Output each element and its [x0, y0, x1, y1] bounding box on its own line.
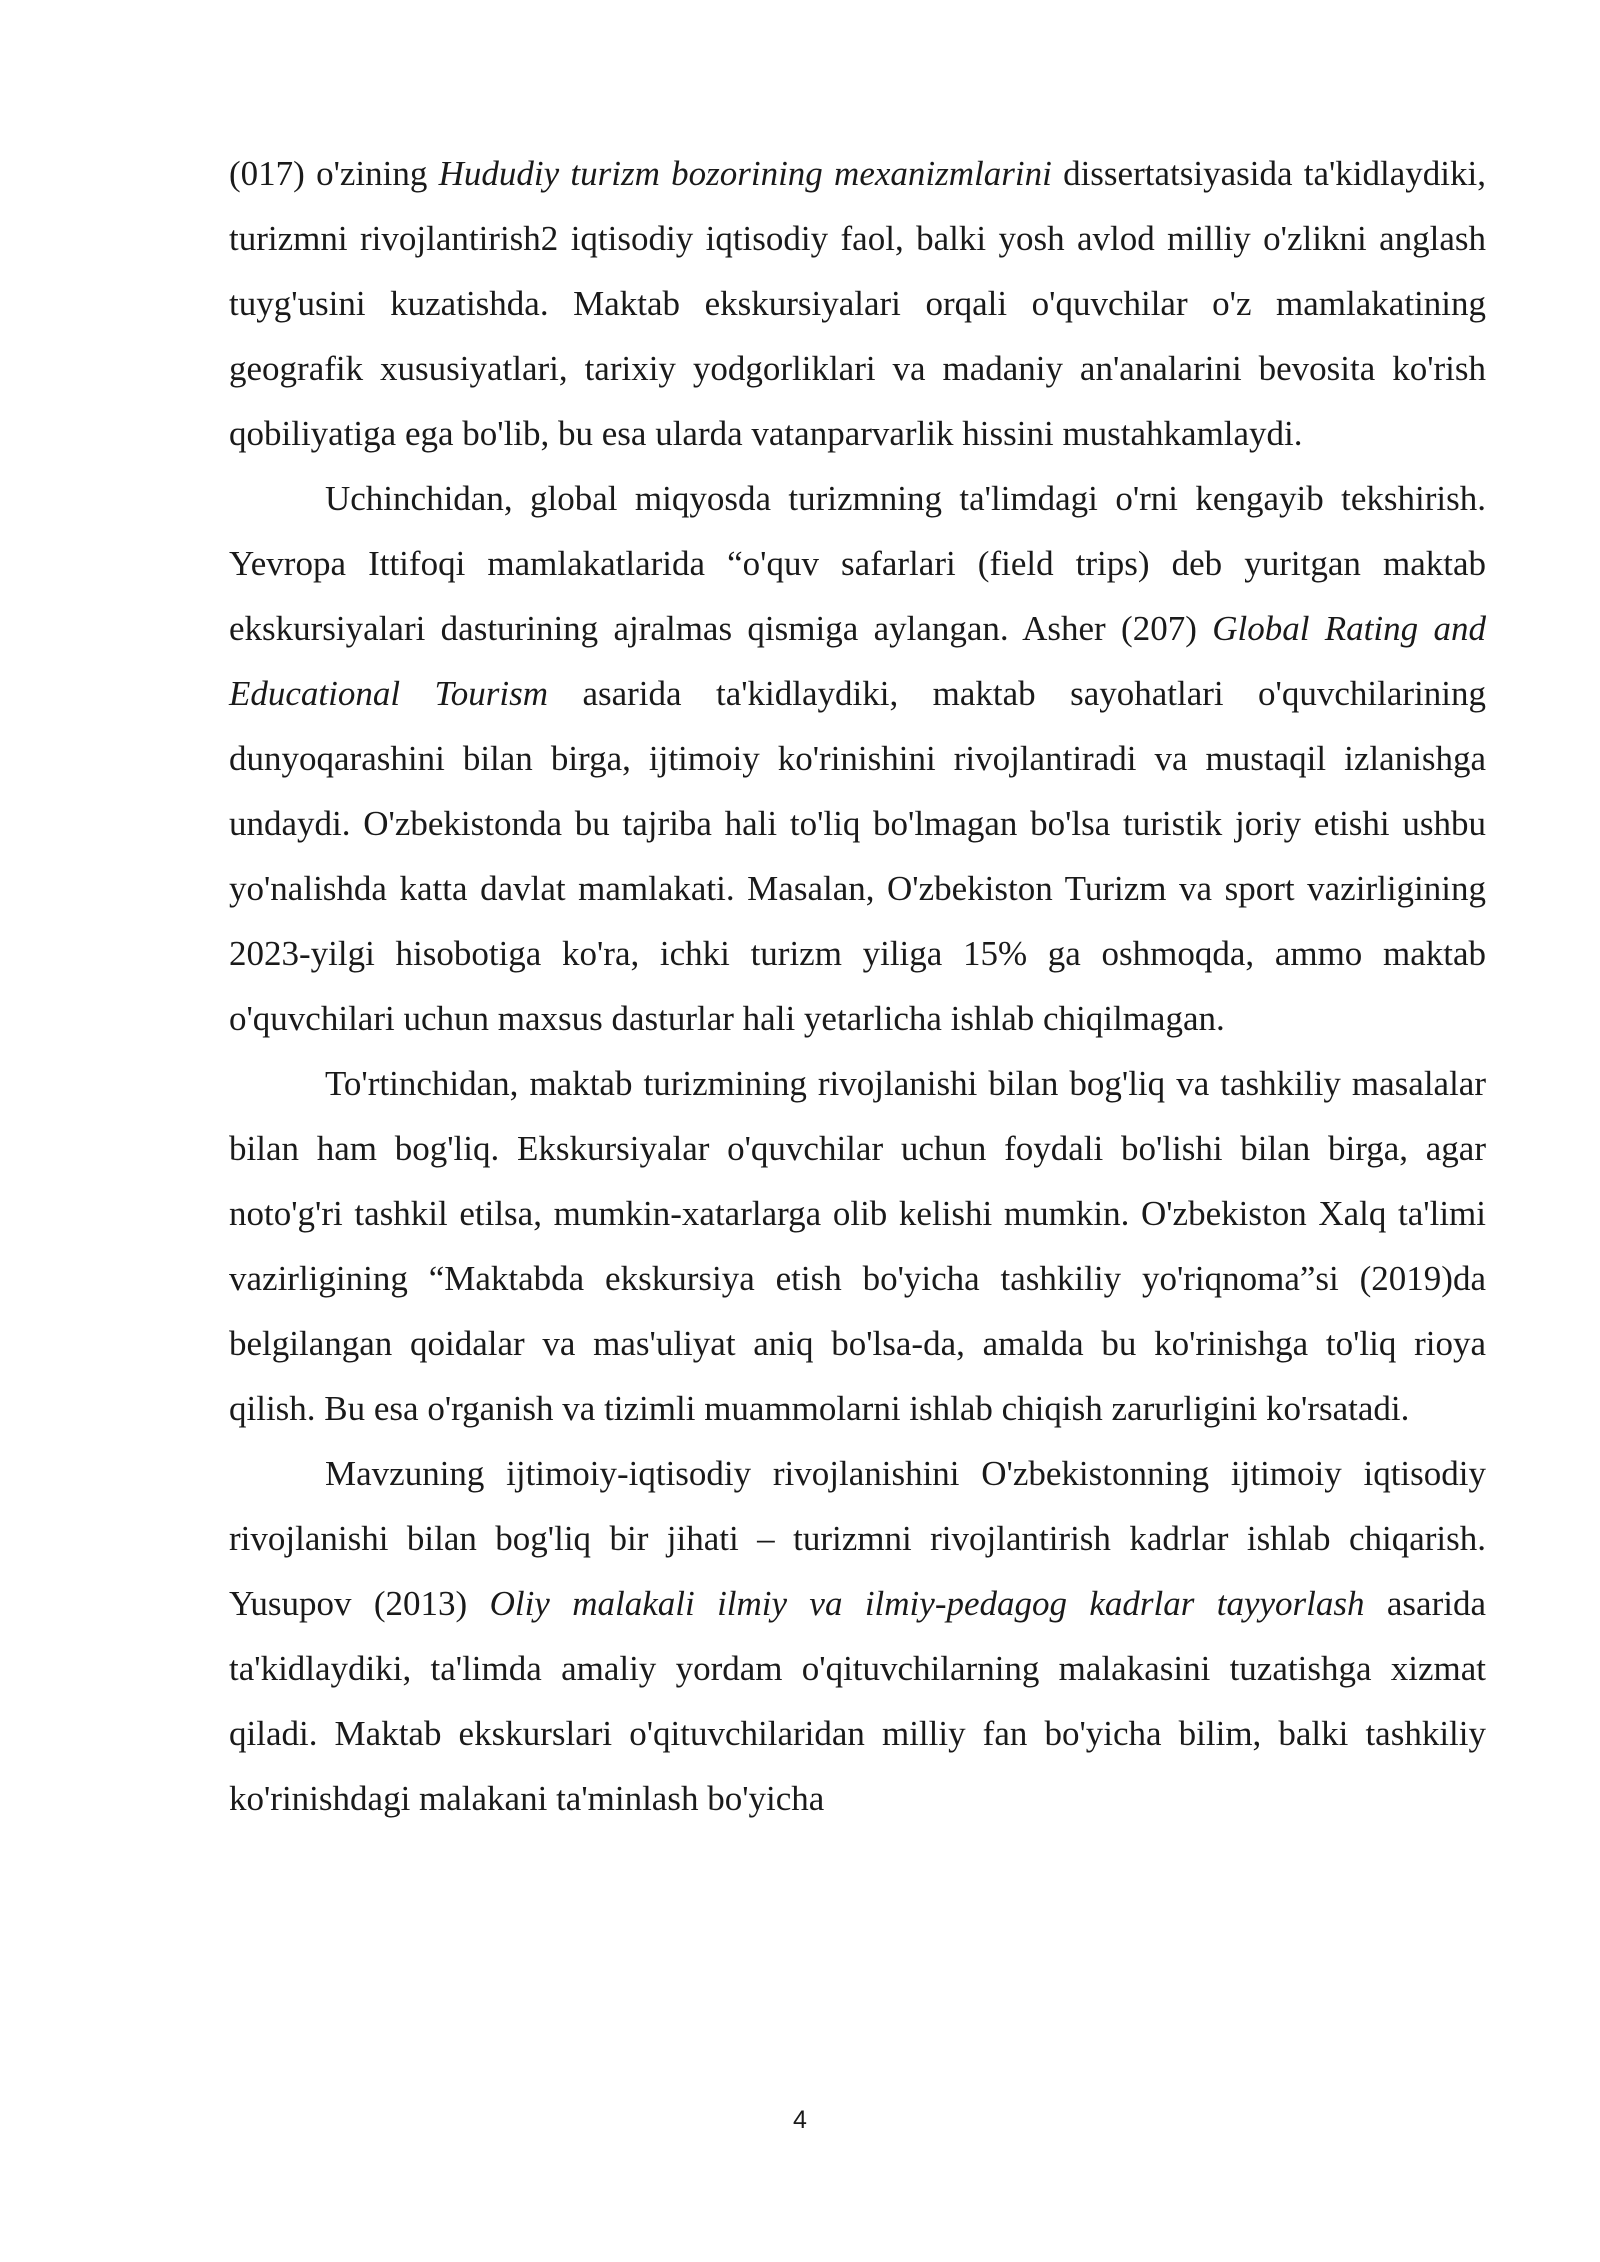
paragraph-4-italic-title: Oliy malakali ilmiy va ilmiy-pedagog kadrlar tayyorlash	[489, 1584, 1365, 1623]
paragraph-1-italic-title: Hududiy turizm bozorining mexanizmlarini	[438, 154, 1052, 193]
paragraph-2-text: Uchinchidan, global miqyosda turizmning ta'limdagi o'rni kengayib tekshirish. Yevropa Ittifoqi mamlakatlarida “o'quv safarlari (field trips) deb yuritgan maktab ekskursiyalari dasturining ajralmas qismiga aylangan. Asher (207)	[229, 479, 1486, 648]
paragraph-2-text-continued: asarida ta'kidlaydiki, maktab sayohatlari o'quvchilarining dunyoqarashini bilan birga, ijtimoiy ko'rinishini rivojlantiradi va mustaqil izlanishga undaydi. O'zbekistonda bu tajriba hali to'liq bo'lmagan bo'lsa turistik joriy etishi ushbu yo'nalishda katta davlat mamlakati. Masalan, O'zbekiston Turizm va sport vazirligining 2023-yilgi hisobotiga ko'ra, ichki turizm yiliga 15% ga oshmoqda, ammo maktab o'quvchilari uchun maxsus dasturlar hali yetarlicha ishlab chiqilmagan.	[229, 674, 1486, 1038]
paragraph-2-italic-title: Global Rating and Educational Tourism	[229, 609, 1486, 713]
paragraph-1-text-continued: dissertatsiyasida ta'kidlaydiki, turizmni rivojlantirish2 iqtisodiy iqtisodiy faol, balki yosh avlod milliy o'zlikni anglash tuyg'usini kuzatishda. Maktab ekskursiyalari orqali o'quvchilar o'z mamlakatining geografik xususiyatlari, tarixiy yodgorliklari va madaniy an'analarini bevosita ko'rish qobiliyatiga ega bo'lib, bu esa ularda vatanparvarlik hissini mustahkamlaydi.	[229, 154, 1486, 453]
page-number: 4	[793, 2106, 807, 2134]
paragraph-4-text-continued: asarida ta'kidlaydiki, ta'limda amaliy yordam o'qituvchilarning malakasini tuzatishga xizmat qiladi. Maktab ekskurslari o'qituvchilaridan milliy fan bo'yicha bilim, balki tashkiliy ko'rinishdagi malakani ta'minlash bo'yicha	[229, 1584, 1486, 1818]
paragraph-2	[229, 466, 1486, 1051]
paragraph-3-text: To'rtinchidan, maktab turizmining rivojlanishi bilan bog'liq va tashkiliy masalalar bilan ham bog'liq. Ekskursiyalar o'quvchilar uchun foydali bo'lishi bilan birga, agar noto'g'ri tashkil etilsa, mumkin-xatarlarga olib kelishi mumkin. O'zbekiston Xalq ta'limi vazirligining “Maktabda ekskursiya etish bo'yicha tashkiliy yo'riqnoma”si (2019)da belgilangan qoidalar va mas'uliyat aniq bo'lsa-da, amalda bu ko'rinishga to'liq rioya qilish. Bu esa o'rganish va tizimli muammolarni ishlab chiqish zarurligini ko'rsatadi.	[229, 1064, 1486, 1428]
body-text	[229, 141, 1486, 1831]
paragraph-4	[229, 1441, 1486, 1831]
paragraph-3	[229, 1051, 1486, 1441]
paragraph-1	[229, 141, 1486, 466]
paragraph-4-text: Mavzuning ijtimoiy-iqtisodiy rivojlanishini O'zbekistonning ijtimoiy iqtisodiy rivojlanishi bilan bog'liq bir jihati – turizmni rivojlantirish kadrlar ishlab chiqarish. Yusupov (2013)	[229, 1454, 1486, 1623]
paragraph-1-text: (017) o'zining	[229, 154, 439, 193]
